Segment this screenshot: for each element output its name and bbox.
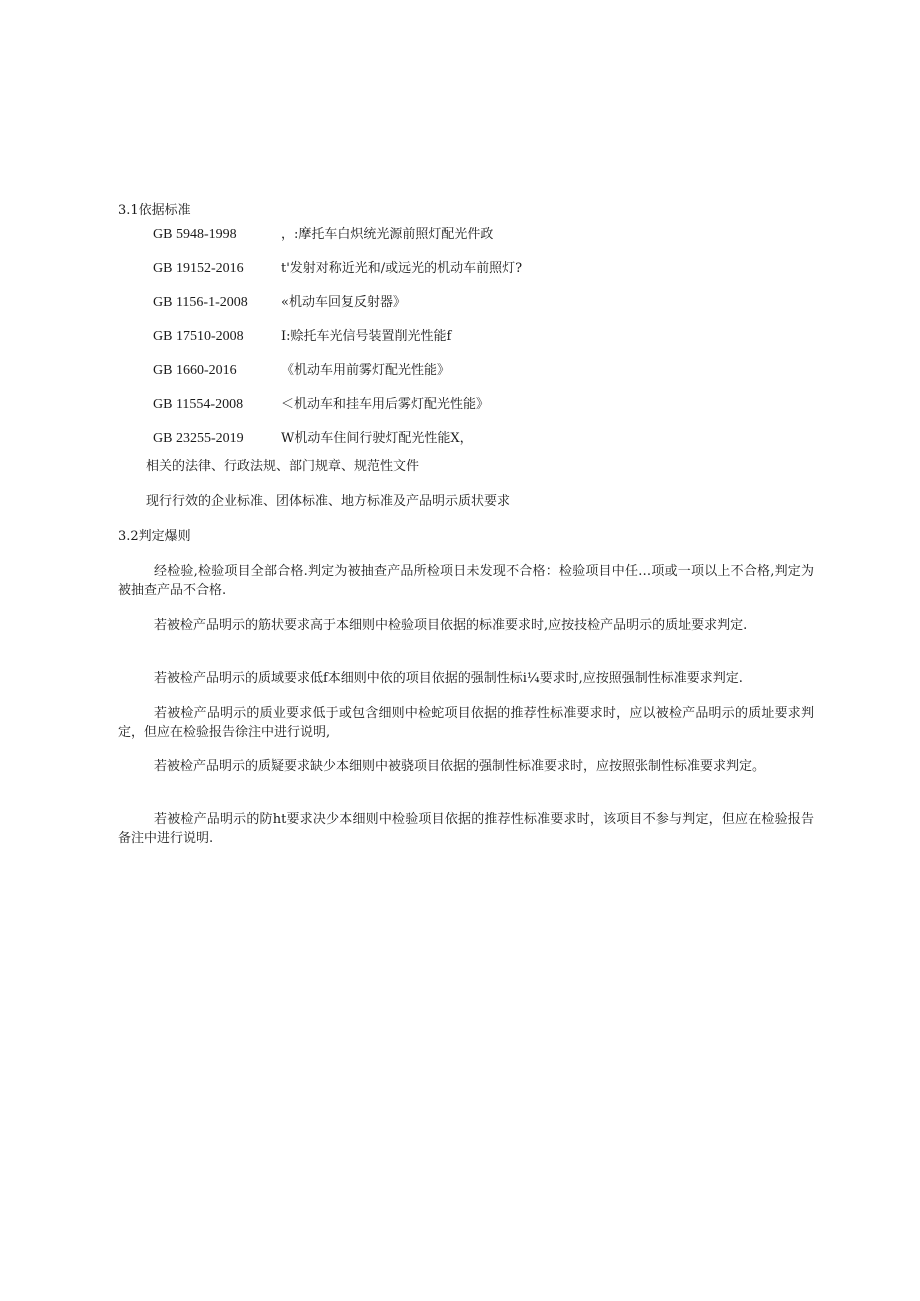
judgement-paragraph: 若被检产品明示的防ht要求决少本细则中检验项目依据的推荐性标准要求时，该项目不参与判定，但应在检验报告备注中进行说明. [118, 812, 814, 846]
judgement-paragraph: 若被检产品明示的质业要求低于或包含细则中检蛇项目依据的推荐性标准要求时，应以被检产品明示的质址要求判定，但应在检验报告徐注中进行说明, [118, 706, 814, 740]
standard-item [153, 294, 406, 312]
basis-extra-line: 现行行效的企业标准、团体标准、地方标准及产品明示质状要求 [146, 494, 511, 509]
standard-item [153, 260, 522, 278]
standard-code: GB 1156-1-2008 [153, 295, 248, 310]
standard-title: «机动车回复反射器》 [281, 295, 406, 310]
standard-item [153, 430, 473, 448]
standard-title: W机动车住间行驶灯配光性能X， [281, 431, 473, 446]
judgement-paragraph: 经检验,检验项目全部合格.判定为被抽查产品所检项日未发现不合格：检验项目中任…项或一项以上不合格,判定为被抽查产品不合格. [118, 564, 814, 598]
standard-item [153, 396, 489, 414]
section-heading-judgement: 3.2判定爆则 [118, 529, 191, 544]
standard-code: GB 1660-2016 [153, 363, 237, 378]
basis-extra-line: 相关的法律、行政法规、部门规章、规范性文件 [146, 459, 420, 474]
judgement-paragraph: 若被检产品明示的筋状要求高于本细则中检验项目依据的标准要求时,应按技检产品明示的质址要求判定. [154, 618, 748, 633]
standard-title: I:赊托车光信号装置削光性能f [281, 329, 452, 344]
standard-item [153, 362, 450, 380]
judgement-paragraph: 若被检产品明示的质疑要求缺少本细则中被骁项目依据的强制性标准要求时，应按照张制性标准要求判定。 [154, 759, 766, 774]
standard-title: 《机动车用前雾灯配光性能》 [281, 363, 451, 378]
standard-code: GB 19152-2016 [153, 261, 244, 276]
standard-item [153, 226, 493, 244]
judgement-paragraph: 若被检产品明示的质域要求低f本细则中依的项目依据的强制性标i¼要求时,应按照强制性标准要求判定. [154, 671, 743, 686]
standard-title: t'发射对称近光和/或远光的机动车前照灯? [281, 261, 523, 276]
standard-code: GB 17510-2008 [153, 329, 244, 344]
standard-code: GB 23255-2019 [153, 431, 244, 446]
standard-title: ，:摩托车白炽统光源前照灯配光件政 [281, 227, 494, 242]
standard-item [153, 328, 451, 346]
section-heading-basis: 3.1依据标准 [118, 203, 191, 218]
standard-code: GB 11554-2008 [153, 397, 244, 412]
standard-title: ＜机动车和挂车用后雾灯配光性能》 [281, 397, 490, 412]
standard-code: GB 5948-1998 [153, 227, 237, 242]
